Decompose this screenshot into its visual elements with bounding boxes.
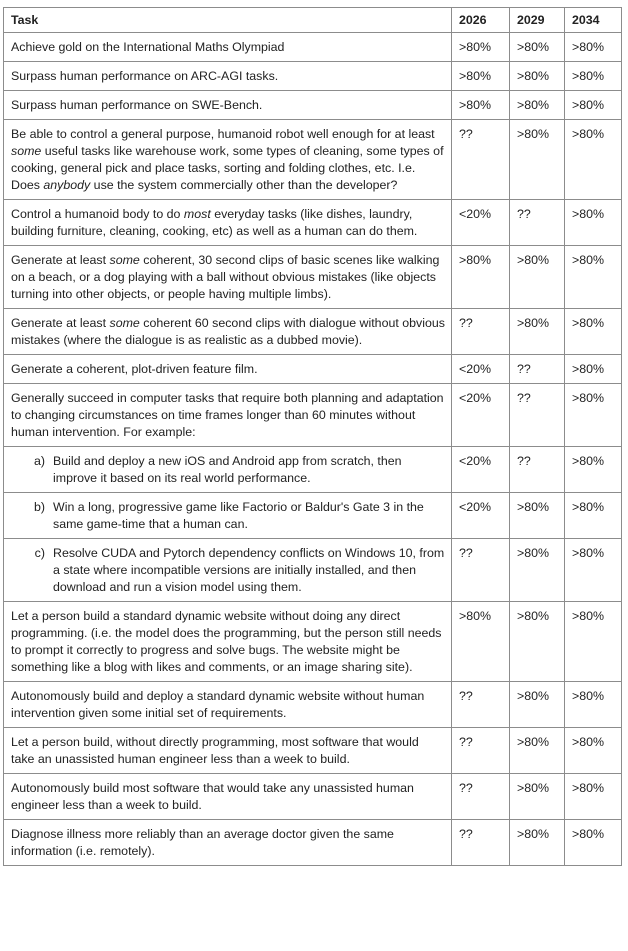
header-2029: 2029: [510, 8, 565, 33]
task-text: Achieve gold on the International Maths Olympiad: [11, 40, 285, 54]
value-2034: >80%: [565, 728, 622, 774]
value-2026: <20%: [452, 355, 510, 384]
task-cell: [4, 774, 452, 820]
task-cell: [4, 447, 452, 493]
task-text: everyday tasks (like dishes, laundry, building furniture, cleaning, cooking, etc) as well as a human can do them.: [11, 207, 418, 238]
value-2026: ??: [452, 120, 510, 200]
table-row: [4, 820, 622, 866]
table-row: [4, 539, 622, 602]
table-row: [4, 62, 622, 91]
task-text-emphasis: some: [109, 253, 140, 267]
table-row: [4, 774, 622, 820]
value-2034: >80%: [565, 384, 622, 447]
task-text: coherent 60 second clips with dialogue without obvious mistakes (where the dialogue is as realistic as a dubbed movie).: [11, 316, 445, 347]
value-2029: >80%: [510, 91, 565, 120]
task-text: Autonomously build and deploy a standard dynamic website without human intervention given some initial set of requirements.: [11, 689, 425, 720]
task-text: Surpass human performance on SWE-Bench.: [11, 98, 263, 112]
value-2026: ??: [452, 774, 510, 820]
task-text-emphasis: some: [109, 316, 140, 330]
task-text: Generally succeed in computer tasks that require both planning and adaptation to changing circumstances on time frames longer than 60 minutes without human intervention. For example:: [11, 391, 444, 439]
value-2034: >80%: [565, 774, 622, 820]
task-text-emphasis: some: [11, 144, 42, 158]
task-cell: [4, 539, 452, 602]
value-2034: >80%: [565, 820, 622, 866]
forecast-table: [3, 7, 622, 866]
value-2029: ??: [510, 447, 565, 493]
task-cell: [4, 62, 452, 91]
value-2026: ??: [452, 728, 510, 774]
task-text: Let a person build, without directly programming, most software that would take an unassisted human engineer less than a week to build.: [11, 735, 419, 766]
table-row: [4, 120, 622, 200]
value-2026: >80%: [452, 246, 510, 309]
value-2029: >80%: [510, 682, 565, 728]
task-cell: [4, 820, 452, 866]
value-2034: >80%: [565, 539, 622, 602]
task-text: coherent, 30 second clips of basic scenes like walking on a beach, or a dog playing with a ball without obvious mistakes (like objects turning into other objects, or people having multiple limbs).: [11, 253, 440, 301]
task-text: Be able to control a general purpose, humanoid robot well enough for at least: [11, 127, 435, 141]
value-2026: <20%: [452, 200, 510, 246]
task-cell: [4, 728, 452, 774]
value-2029: >80%: [510, 539, 565, 602]
value-2034: >80%: [565, 447, 622, 493]
value-2034: >80%: [565, 355, 622, 384]
task-cell: [4, 33, 452, 62]
value-2026: >80%: [452, 33, 510, 62]
value-2029: >80%: [510, 120, 565, 200]
value-2026: ??: [452, 682, 510, 728]
task-text: Surpass human performance on ARC-AGI tasks.: [11, 69, 279, 83]
value-2026: ??: [452, 539, 510, 602]
value-2034: >80%: [565, 62, 622, 91]
task-cell: [4, 602, 452, 682]
value-2029: >80%: [510, 602, 565, 682]
value-2026: >80%: [452, 62, 510, 91]
value-2026: <20%: [452, 384, 510, 447]
task-text: Build and deploy a new iOS and Android app from scratch, then improve it based on its real world performance.: [53, 454, 402, 485]
task-cell: [4, 682, 452, 728]
list-marker: c): [34, 546, 45, 560]
task-text: Diagnose illness more reliably than an average doctor given the same information (i.e. remotely).: [11, 827, 394, 858]
task-text: Generate at least: [11, 316, 110, 330]
value-2029: ??: [510, 355, 565, 384]
task-text: Control a humanoid body to do: [11, 207, 184, 221]
table-row: [4, 384, 622, 447]
task-cell: [4, 493, 452, 539]
task-cell: [4, 120, 452, 200]
value-2034: >80%: [565, 602, 622, 682]
value-2034: >80%: [565, 33, 622, 62]
value-2026: >80%: [452, 602, 510, 682]
table-row: [4, 246, 622, 309]
value-2034: >80%: [565, 309, 622, 355]
task-text: Autonomously build most software that would take any unassisted human engineer less than a week to build.: [11, 781, 414, 812]
task-cell: [4, 246, 452, 309]
header-task: Task: [4, 8, 452, 33]
table-row: [4, 91, 622, 120]
header-row: [4, 8, 622, 33]
value-2026: ??: [452, 820, 510, 866]
list-marker: a): [33, 454, 45, 468]
table-row: [4, 728, 622, 774]
task-text: Win a long, progressive game like Factorio or Baldur's Gate 3 in the same game-time that a human can.: [53, 500, 424, 531]
task-text: Generate at least: [11, 253, 110, 267]
value-2029: >80%: [510, 728, 565, 774]
value-2034: >80%: [565, 493, 622, 539]
value-2034: >80%: [565, 91, 622, 120]
value-2029: ??: [510, 200, 565, 246]
value-2026: <20%: [452, 447, 510, 493]
task-cell: [4, 384, 452, 447]
task-text: Let a person build a standard dynamic website without doing any direct programming. (i.e. the model does the programming, but the person still needs to prompt it correctly to progress and solve bugs. The website might be something like a blog with likes and comments, or an image sharing site).: [11, 609, 442, 674]
task-text-emphasis: most: [183, 207, 211, 221]
task-cell: [4, 91, 452, 120]
task-text: Generate a coherent, plot-driven feature film.: [11, 362, 258, 376]
table-row: [4, 200, 622, 246]
task-cell: [4, 355, 452, 384]
table-row: [4, 309, 622, 355]
value-2034: >80%: [565, 200, 622, 246]
value-2026: >80%: [452, 91, 510, 120]
task-cell: [4, 200, 452, 246]
table-row: [4, 33, 622, 62]
value-2034: >80%: [565, 246, 622, 309]
table-row: [4, 682, 622, 728]
value-2029: >80%: [510, 820, 565, 866]
header-2034: 2034: [565, 8, 622, 33]
table-row: [4, 602, 622, 682]
task-text-emphasis: anybody: [43, 178, 91, 192]
table-row: [4, 355, 622, 384]
value-2029: >80%: [510, 33, 565, 62]
task-text: use the system commercially other than the developer?: [90, 178, 398, 192]
value-2029: >80%: [510, 309, 565, 355]
value-2026: ??: [452, 309, 510, 355]
table-row: [4, 447, 622, 493]
task-text: Resolve CUDA and Pytorch dependency conflicts on Windows 10, from a state where incompatible versions are initially installed, and then download and run a vision model using them.: [53, 546, 445, 594]
list-marker: b): [33, 500, 45, 514]
value-2029: >80%: [510, 62, 565, 91]
value-2029: >80%: [510, 246, 565, 309]
value-2029: ??: [510, 384, 565, 447]
value-2029: >80%: [510, 493, 565, 539]
value-2034: >80%: [565, 682, 622, 728]
header-2026: 2026: [452, 8, 510, 33]
task-text: useful tasks like warehouse work, some types of cleaning, some types of cooking, general pick and place tasks, sorting and folding clothes, etc. I.e. Does: [11, 144, 444, 192]
table-row: [4, 493, 622, 539]
task-cell: [4, 309, 452, 355]
value-2034: >80%: [565, 120, 622, 200]
value-2026: <20%: [452, 493, 510, 539]
value-2029: >80%: [510, 774, 565, 820]
